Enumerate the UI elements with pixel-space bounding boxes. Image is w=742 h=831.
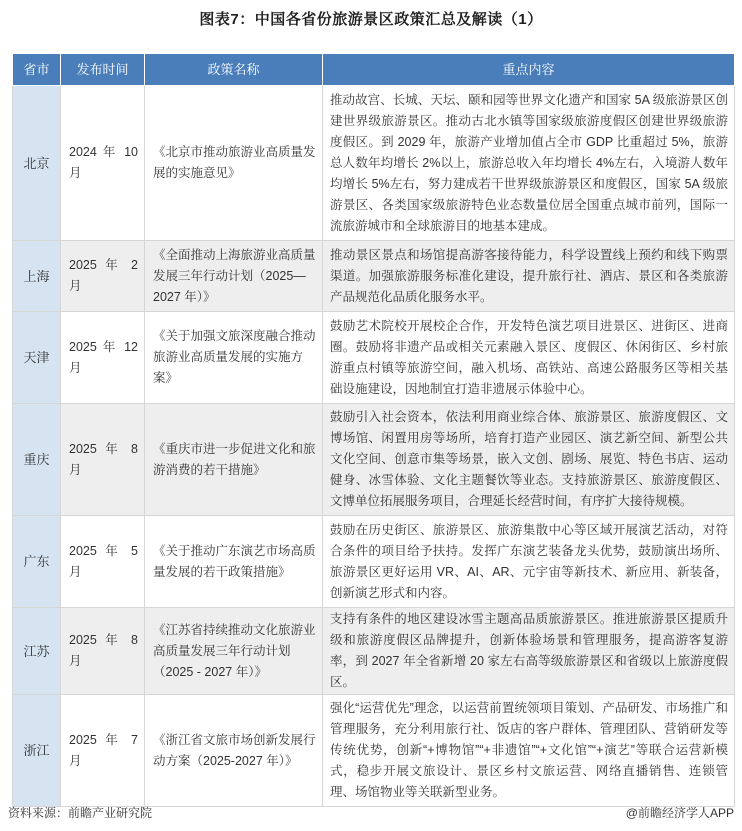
header-date: 发布时间	[61, 54, 145, 86]
row-policy-name: 《全面推动上海旅游业高质量发展三年行动计划（2025—2027 年）》	[145, 241, 323, 312]
row-content: 强化“运营优先”理念，以运营前置统领项目策划、产品研发、市场推广和管理服务，充分利用旅行社、饭店的客户群体、管理团队、营销研发等传统优势，创新“+博物馆”“+非遗馆”“+文化馆”“+演艺”等联合运营新模式，稳步开展文旅设计、景区乡村文旅运营、网络直播销售、连锁管理、场馆物业等关联新型业务。	[323, 695, 735, 807]
row-date: 2024 年 10 月	[61, 86, 145, 241]
row-content: 鼓励艺术院校开展校企合作，开发特色演艺项目进景区、进街区、进商圈。鼓励将非遗产品或相关元素融入景区、度假区、休闲街区、乡村旅游重点村镇等旅游空间，融入机场、高铁站、高速公路服务区等相关基础设施建设，因地制宜打造非遗展示体验中心。	[323, 312, 735, 404]
row-content: 推动故宫、长城、天坛、颐和园等世界文化遗产和国家 5A 级旅游景区创建世界级旅游景区。推动古北水镇等国家级旅游度假区创建世界级旅游度假区。到 2029 年，旅游产业增加值占全市 GDP 比重超过 5%，旅游总人数年均增长 2%以上，旅游总收入年均增长 4%左右，入境游人数年均增长 5%左右，努力建成若干世界级旅游景区和度假区，国家 5A 级旅游景区、各类国家级旅游特色业态数量位居全国重点城市前列，国际一流旅游城市和全球旅游目的地基本建成。	[323, 86, 735, 241]
row-city: 江苏	[13, 608, 61, 695]
row-content: 支持有条件的地区建设冰雪主题高品质旅游景区。推进旅游景区提质升级和旅游度假区品牌提升，创新体验场景和管理服务，提高游客复游率，到 2027 年全省新增 20 家左右高等级旅游景区和省级以上旅游度假区。	[323, 608, 735, 695]
table-row	[13, 404, 735, 516]
row-date: 2025 年 2 月	[61, 241, 145, 312]
header-policy-name: 政策名称	[145, 54, 323, 86]
source-note: 资料来源：前瞻产业研究院	[8, 806, 153, 820]
row-content: 鼓励引入社会资本，依法利用商业综合体、旅游景区、旅游度假区、文博场馆、闲置用房等场所，培育打造产业园区、演艺新空间、新型公共文化空间、创意市集等场景，嵌入文创、剧场、展览、特色书店、运动健身、冰雪体验、文化主题餐饮等业态。支持旅游景区、旅游度假区、文博单位拓展服务项目，合理延长经营时间，有序扩大接待规模。	[323, 404, 735, 516]
row-policy-name: 《浙江省文旅市场创新发展行动方案（2025-2027 年）》	[145, 695, 323, 807]
row-policy-name: 《北京市推动旅游业高质量发展的实施意见》	[145, 86, 323, 241]
table-row	[13, 86, 735, 241]
row-date: 2025 年 12 月	[61, 312, 145, 404]
header-city: 省市	[13, 54, 61, 86]
row-date: 2025 年 8 月	[61, 404, 145, 516]
row-policy-name: 《江苏省持续推动文化旅游业高质量发展三年行动计划（2025 - 2027 年）》	[145, 608, 323, 695]
row-content: 鼓励在历史街区、旅游景区、旅游集散中心等区域开展演艺活动，对符合条件的项目给予扶持。发挥广东演艺装备龙头优势，鼓励演出场所、旅游景区更好运用 VR、AI、AR、元宇宙等新技术、新应用、新装备，创新演艺形式和内容。	[323, 516, 735, 608]
row-policy-name: 《重庆市进一步促进文化和旅游消费的若干措施》	[145, 404, 323, 516]
table-row	[13, 695, 735, 807]
chart-title: 图表7：中国各省份旅游景区政策汇总及解读（1）	[199, 11, 543, 28]
row-city: 北京	[13, 86, 61, 241]
row-city: 广东	[13, 516, 61, 608]
row-city: 浙江	[13, 695, 61, 807]
row-policy-name: 《关于推动广东演艺市场高质量发展的若干政策措施》	[145, 516, 323, 608]
row-city: 上海	[13, 241, 61, 312]
row-date: 2025 年 5 月	[61, 516, 145, 608]
row-city: 重庆	[13, 404, 61, 516]
row-date: 2025 年 8 月	[61, 608, 145, 695]
row-date: 2025 年 7 月	[61, 695, 145, 807]
header-key-content: 重点内容	[323, 54, 735, 86]
policy-table	[12, 53, 735, 807]
table-header-row	[13, 54, 735, 86]
row-content: 推动景区景点和场馆提高游客接待能力，科学设置线上预约和线下购票渠道。加强旅游服务标准化建设，提升旅行社、酒店、景区和各类旅游产品规范化品质化服务水平。	[323, 241, 735, 312]
table-row	[13, 241, 735, 312]
table-row	[13, 608, 735, 695]
row-city: 天津	[13, 312, 61, 404]
table-row	[13, 516, 735, 608]
table-row	[13, 312, 735, 404]
row-policy-name: 《关于加强文旅深度融合推动旅游业高质量发展的实施方案》	[145, 312, 323, 404]
brand-credit: @前瞻经济学人APP	[625, 806, 734, 820]
